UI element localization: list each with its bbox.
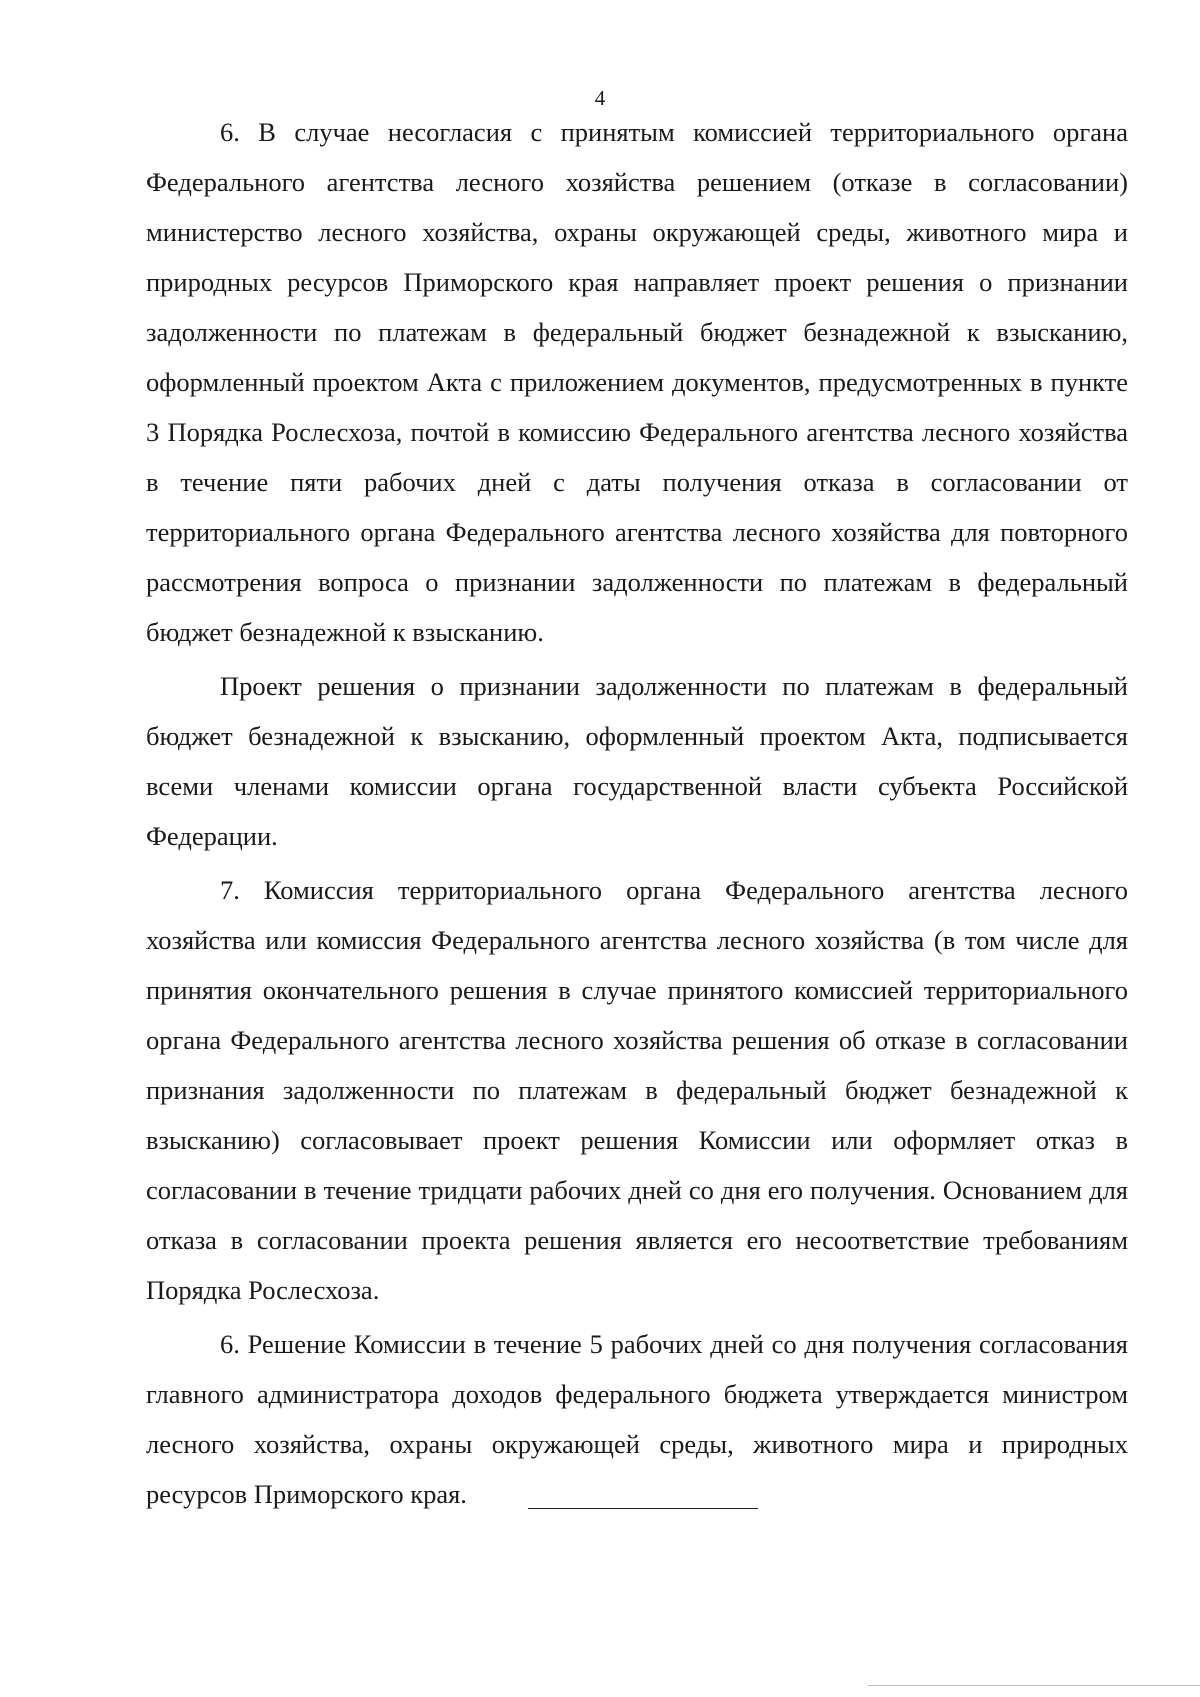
document-body (146, 107, 1128, 1523)
scan-edge-line (868, 1685, 1200, 1686)
paragraph-draft-signing: Проект решения о признании задолженности по платежам в федеральный бюджет безнадежной к взысканию, оформленный проектом Акта, подписывается всеми членами комиссии органа государственной власти субъекта Российской Федерации. (146, 671, 1128, 851)
paragraph-7-commission-approval: 7. Комиссия территориального органа Федерального агентства лесного хозяйства или комиссия Федерального агентства лесного хозяйства (в том числе для принятия окончательного решения в случае принятого комиссией территориального органа Федерального агентства лесного хозяйства решения об отказе в согласовании признания задолженности по платежам в федеральный бюджет безнадежной к взысканию) согласовывает проект решения Комиссии или оформляет отказ в согласовании в течение тридцати рабочих дней со дня его получения. Основанием для отказа в согласовании проекта решения является его несоответствие требованиям Порядка Рослесхоза. (146, 875, 1128, 1305)
paragraph-6-decision-approval: 6. Решение Комиссии в течение 5 рабочих дней со дня получения согласования главного администратора доходов федерального бюджета утверждается министром лесного хозяйства, охраны окружающей среды, животного мира и природных ресурсов Приморского края. (146, 1329, 1128, 1509)
page-number: 4 (594, 86, 606, 110)
end-of-document-rule (528, 1508, 758, 1509)
paragraph-6-disagreement: 6. В случае несогласия с принятым комиссией территориального органа Федерального агентства лесного хозяйства решением (отказе в согласовании) министерство лесного хозяйства, охраны окружающей среды, животного мира и природных ресурсов Приморского края направляет проект решения о признании задолженности по платежам в федеральный бюджет безнадежной к взысканию, оформленный проектом Акта с приложением документов, предусмотренных в пункте 3 Порядка Рослесхоза, почтой в комиссию Федерального агентства лесного хозяйства в течение пяти рабочих дней с даты получения отказа в согласовании от территориального органа Федерального агентства лесного хозяйства для повторного рассмотрения вопроса о признании задолженности по платежам в федеральный бюджет безнадежной к взысканию. (146, 117, 1128, 647)
